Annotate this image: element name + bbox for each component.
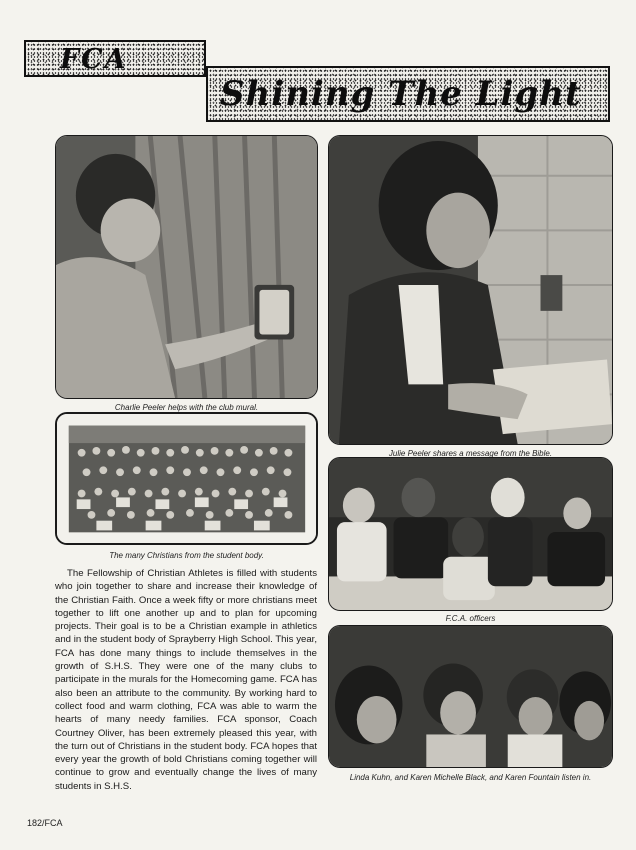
- photo-mural: [55, 135, 318, 399]
- section-tag-box: [24, 40, 206, 77]
- photo-group: [55, 412, 318, 545]
- caption-listen: Linda Kuhn, and Karen Michelle Black, and Karen Fountain listen in.: [349, 773, 592, 782]
- caption-officers: F.C.A. officers: [445, 614, 496, 623]
- photo-officers: [328, 457, 613, 611]
- article-body: The Fellowship of Christian Athletes is filled with students who join together to share and increase their knowledge of the Christian Faith. Once a week fifty or more christians meet together to lift one another up and to plan for upcoming projects. Their goal is to be a Christian example in athletics and in the student body of Sprayberry High School. This year, FCA has done many things to include themselves in the growth of S.H.S. They were one of the many clubs to participate in the murals for the Homecoming game. FCA has also been an attribute to the community. By working hard to collect food and warm clothing, FCA was able to warm the hearts of many needy families. FCA sponsor, Coach Courtney Oliver, has been extremely pleased this year, with the turn out of Christians in the student body. FCA hopes that every year the growth of bold Christians coming together will continue to grow and eventually change the lives of many students in S.H.S.: [55, 568, 317, 792]
- caption-bible: Julie Peeler shares a message from the Bible.: [388, 449, 553, 458]
- section-tag: FCA: [60, 44, 128, 75]
- page-title: Shining The Light: [220, 74, 582, 114]
- photo-listen: [328, 625, 613, 768]
- page-number: 182/FCA: [27, 818, 63, 828]
- title-box: [206, 66, 610, 122]
- photo-bible: [328, 135, 613, 445]
- caption-mural: Charlie Peeler helps with the club mural.: [114, 403, 259, 412]
- caption-group: The many Christians from the student body.: [109, 551, 264, 560]
